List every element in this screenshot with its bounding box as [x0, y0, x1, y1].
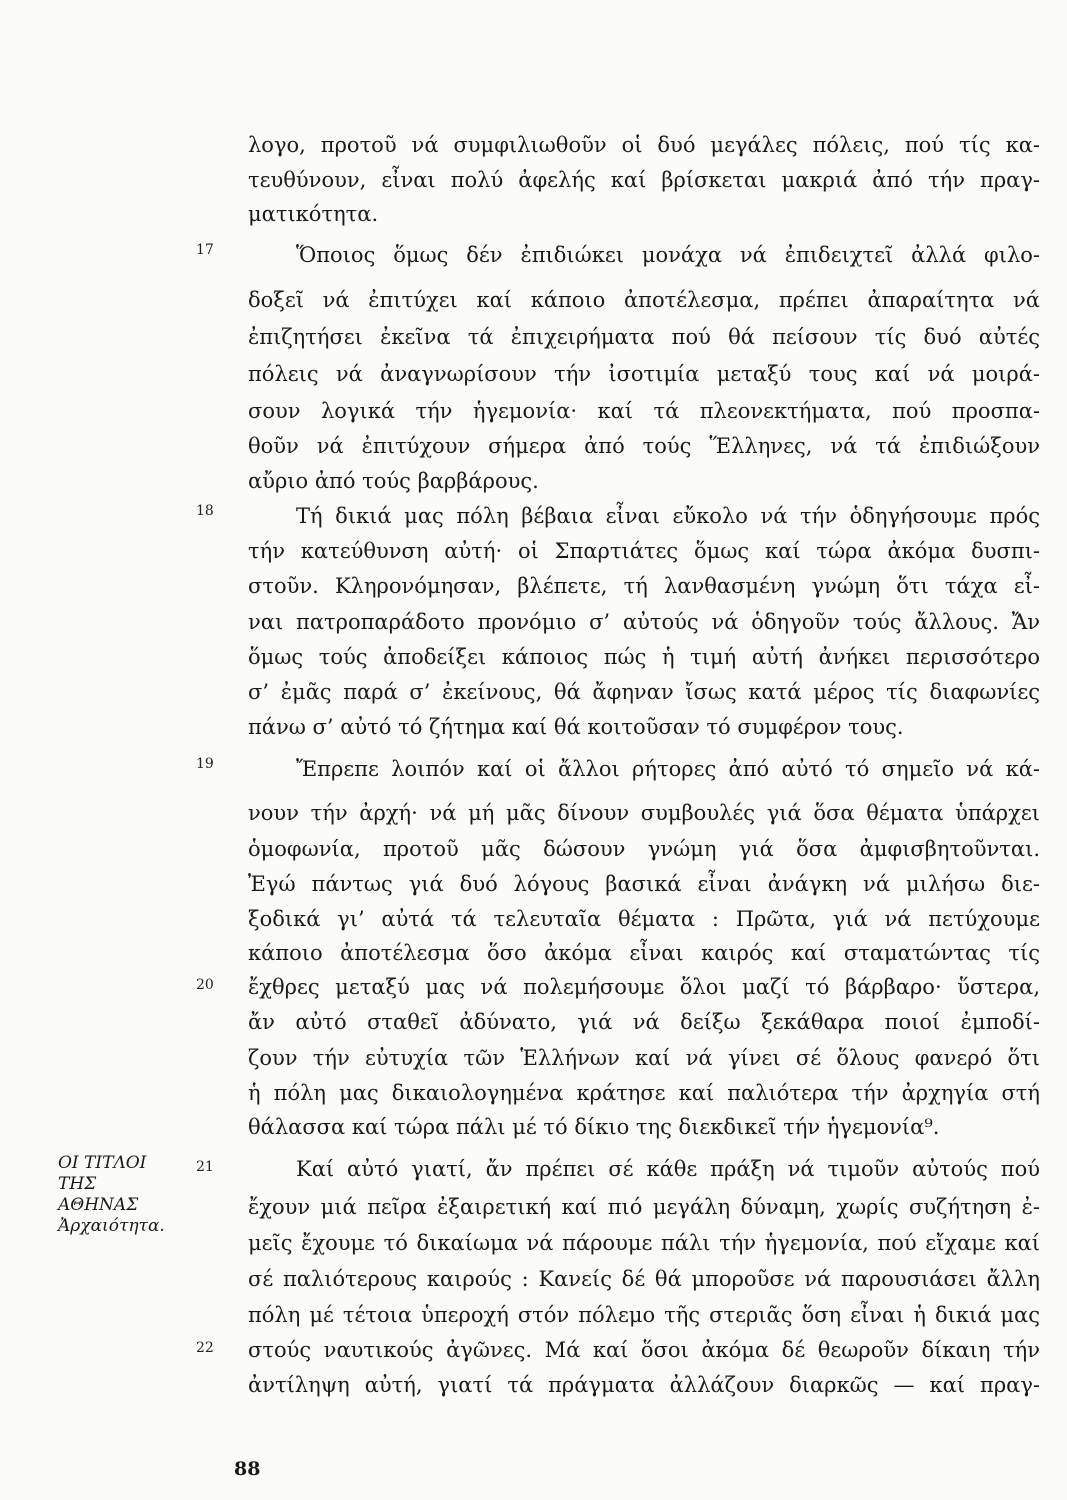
text-line: Ὅποιος ὅμως δέν ἐπιδιώκει μονάχα νά ἐπιδειχτεῖ ἀλλά φιλο-	[296, 243, 1040, 267]
text-line: ματικότητα.	[248, 202, 379, 226]
page-number: 88	[234, 1458, 261, 1480]
text-line: ὅμως τούς ἀποδείξει κάποιος πώς ἡ τιμή αὐτή ἀνήκει περισσότερο	[248, 645, 1040, 669]
text-line: δοξεῖ νά ἐπιτύχει καί κάποιο ἀποτέλεσμα, πρέπει ἀπαραίτητα νά	[248, 288, 1040, 312]
text-line: ἄν αὐτό σταθεῖ ἀδύνατο, γιά νά δείξω ξεκάθαρα ποιοί ἐμποδί-	[248, 1010, 1040, 1034]
paragraph-number: 19	[196, 756, 214, 772]
text-line: τευθύνουν, εἶναι πολύ ἀφελής καί βρίσκεται μακριά ἀπό τήν πραγ-	[248, 168, 1040, 192]
text-line: πόλη μέ τέτοια ὑπεροχή στόν πόλεμο τῆς στεριᾶς ὅση εἶναι ἡ δικιά μας	[248, 1303, 1040, 1327]
text-line: ἔχουν μιά πεῖρα ἐξαιρετική καί πιό μεγάλη δύναμη, χωρίς συζήτηση ἐ-	[248, 1195, 1040, 1219]
paragraph-number: 17	[196, 242, 214, 258]
side-note-line: ΑΘΗΝΑΣ	[58, 1195, 139, 1215]
text-line: ὁμοφωνία, προτοῦ μᾶς δώσουν γνώμη γιά ὅσα ἀμφισβητοῦνται.	[248, 837, 1040, 861]
paragraph-number: 21	[196, 1159, 214, 1175]
text-line: Τή δικιά μας πόλη βέβαια εἶναι εὔκολο νά τήν ὁδηγήσουμε πρός	[296, 504, 1040, 528]
text-line: μεῖς ἔχουμε τό δικαίωμα νά πάρουμε πάλι τήν ἡγεμονία, πού εἴχαμε καί	[248, 1231, 1040, 1255]
text-line: Καί αὐτό γιατί, ἄν πρέπει σέ κάθε πράξη νά τιμοῦν αὐτούς πού	[296, 1157, 1040, 1181]
text-line: αὔριο ἀπό τούς βαρβάρους.	[248, 469, 539, 493]
text-line: σ’ ἐμᾶς παρά σ’ ἐκείνους, θά ἄφηναν ἴσως κατά μέρος τίς διαφωνίες	[248, 680, 1040, 704]
text-line: λογο, προτοῦ νά συμφιλιωθοῦν οἱ δυό μεγάλες πόλεις, πού τίς κα-	[248, 133, 1040, 157]
paragraph-number: 20	[196, 977, 214, 993]
text-line: ἔχθρες μεταξύ μας νά πολεμήσουμε ὅλοι μαζί τό βάρβαρο· ὕστερα,	[248, 975, 1040, 999]
text-line: θάλασσα καί τώρα πάλι μέ τό δίκιο της διεκδικεῖ τήν ἡγεμονία⁹.	[248, 1115, 940, 1139]
side-note-line: Ἀρχαιότητα.	[58, 1216, 165, 1236]
paragraph-number: 22	[196, 1340, 214, 1356]
text-line: πάνω σ’ αὐτό τό ζήτημα καί θά κοιτοῦσαν τό συμφέρον τους.	[248, 715, 904, 739]
text-line: ζουν τήν εὐτυχία τῶν Ἑλλήνων καί νά γίνει σέ ὅλους φανερό ὅτι	[248, 1046, 1040, 1070]
text-line: κάποιο ἀποτέλεσμα ὅσο ἀκόμα εἶναι καιρός καί σταματώντας τίς	[248, 941, 1040, 965]
text-line: σέ παλιότερους καιρούς : Κανείς δέ θά μποροῦσε νά παρουσιάσει ἄλλη	[248, 1267, 1040, 1291]
text-line: πόλεις νά ἀναγνωρίσουν τήν ἰσοτιμία μεταξύ τους καί νά μοιρά-	[248, 362, 1040, 386]
text-line: ἡ πόλη μας δικαιολογημένα κράτησε καί παλιότερα τήν ἀρχηγία στή	[248, 1081, 1040, 1105]
text-line: θοῦν νά ἐπιτύχουν σήμερα ἀπό τούς Ἕλληνες, νά τά ἐπιδιώξουν	[248, 434, 1040, 458]
side-note-line: ΟΙ ΤΙΤΛΟΙ	[58, 1153, 147, 1173]
text-line: ἐπιζητήσει ἐκεῖνα τά ἐπιχειρήματα πού θά πείσουν τίς δυό αὐτές	[248, 325, 1040, 349]
text-line: στοῦν. Κληρονόμησαν, βλέπετε, τή λανθασμένη γνώμη ὅτι τάχα εἶ-	[248, 574, 1040, 598]
text-line: νουν τήν ἀρχή· νά μή μᾶς δίνουν συμβουλές γιά ὅσα θέματα ὑπάρχει	[248, 801, 1040, 825]
text-line: Ἐγώ πάντως γιά δυό λόγους βασικά εἶναι ἀνάγκη νά μιλήσω διε-	[248, 872, 1040, 896]
side-note-line: ΤΗΣ	[58, 1174, 97, 1194]
text-line: στούς ναυτικούς ἀγῶνες. Μά καί ὅσοι ἀκόμα δέ θεωροῦν δίκαιη τήν	[248, 1338, 1040, 1362]
side-note	[58, 1153, 198, 1237]
text-line: ξοδικά γι’ αὐτά τά τελευταῖα θέματα : Πρῶτα, γιά νά πετύχουμε	[248, 907, 1040, 931]
text-line: τήν κατεύθυνση αὐτή· οἱ Σπαρτιάτες ὅμως καί τώρα ἀκόμα δυσπι-	[248, 539, 1040, 563]
text-line: σουν λογικά τήν ἡγεμονία· καί τά πλεονεκτήματα, πού προσπα-	[248, 399, 1040, 423]
text-line: ἀντίληψη αὐτή, γιατί τά πράγματα ἀλλάζουν διαρκῶς — καί πραγ-	[248, 1373, 1040, 1397]
paragraph-number: 18	[196, 503, 214, 519]
text-line: ναι πατροπαράδοτο προνόμιο σ’ αὐτούς νά ὁδηγοῦν τούς ἄλλους. Ἄν	[248, 610, 1040, 634]
text-line: Ἔπρεπε λοιπόν καί οἱ ἄλλοι ρήτορες ἀπό αὐτό τό σημεῖο νά κά-	[296, 757, 1040, 781]
